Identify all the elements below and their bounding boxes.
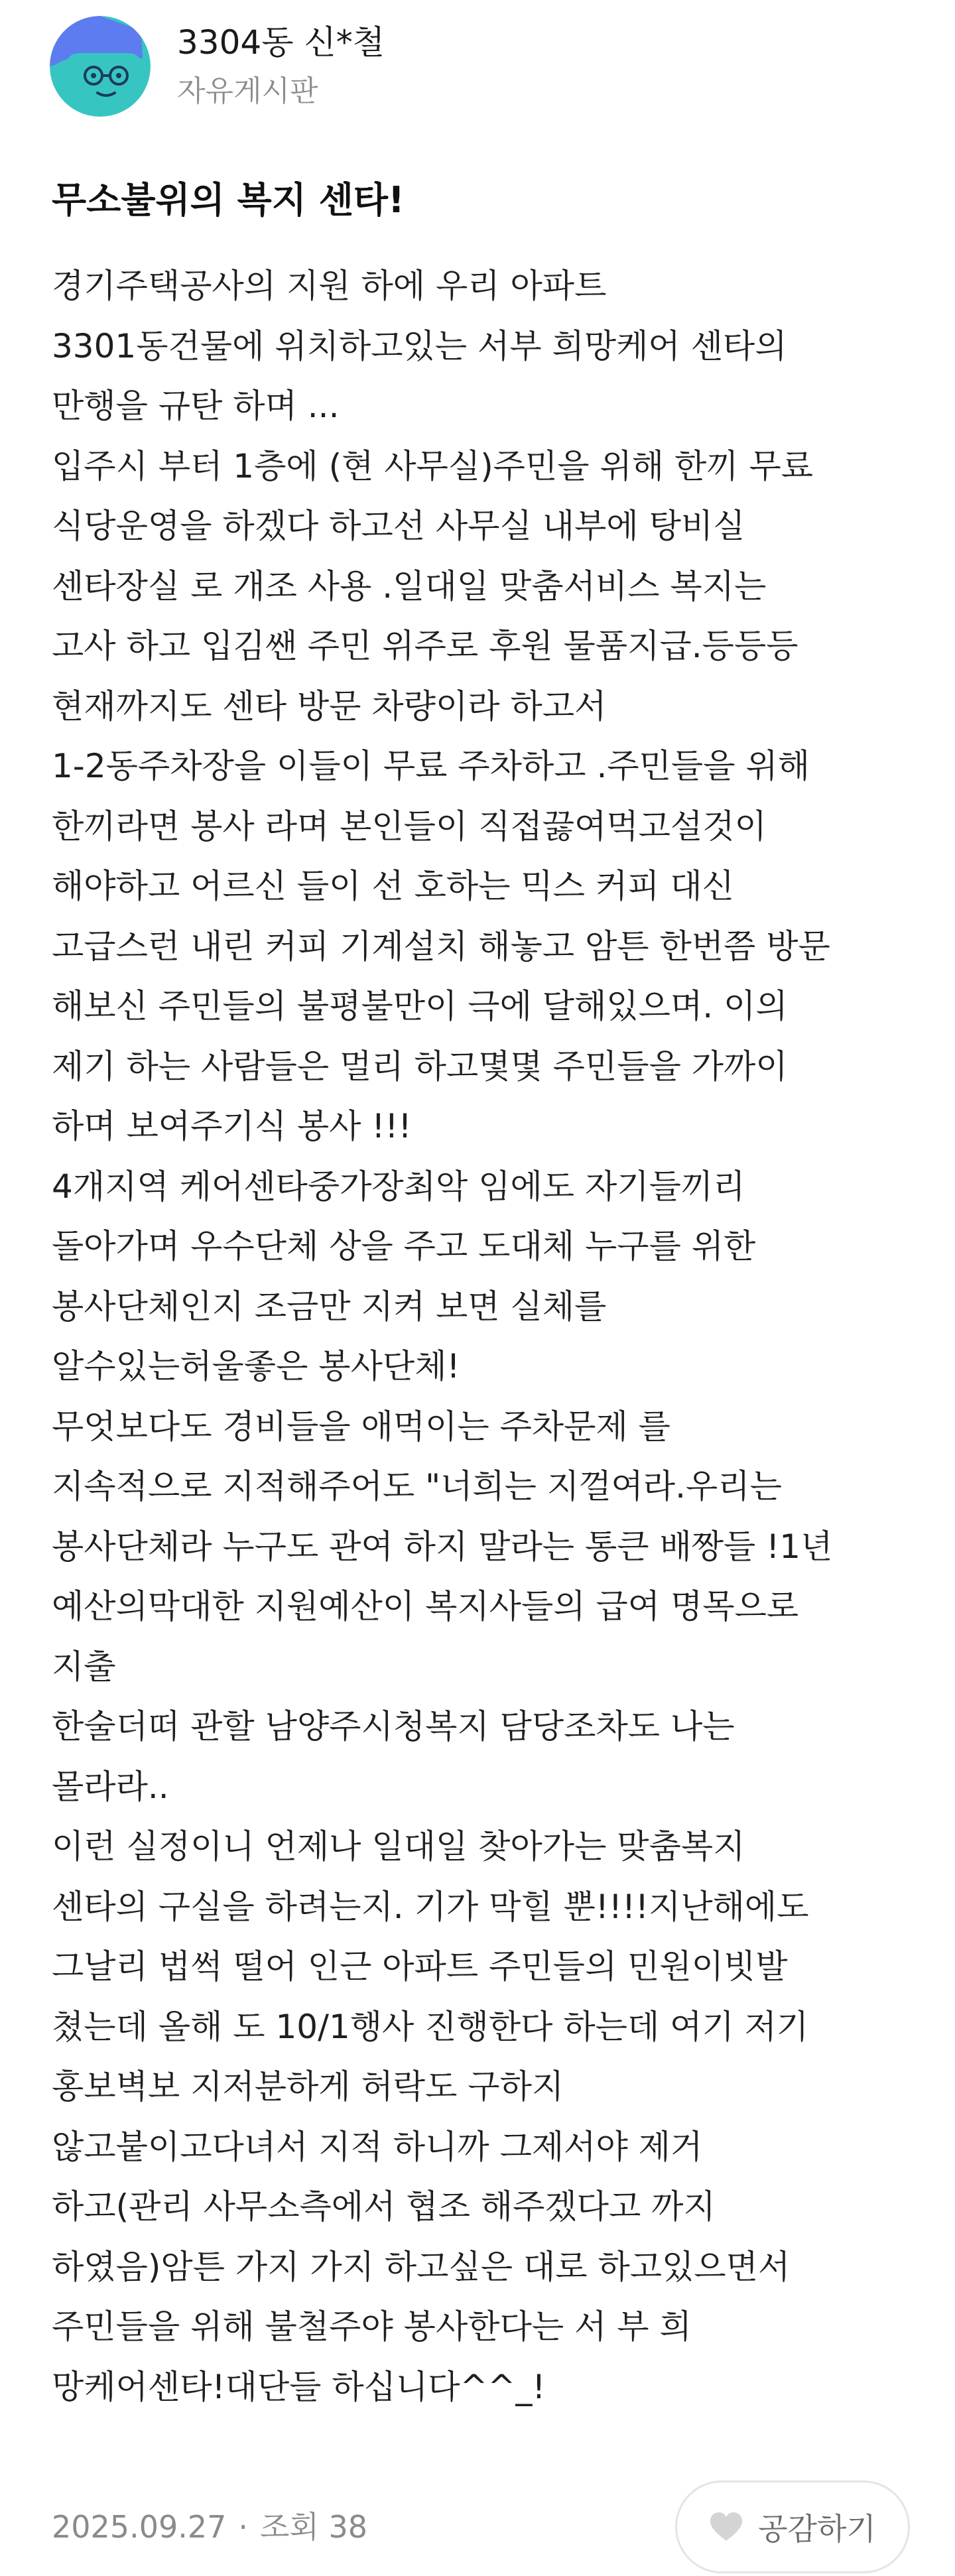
post-body-line: 무엇보다도 경비들을 애먹이는 주차문제 를 bbox=[52, 1407, 670, 1446]
author-info bbox=[177, 21, 385, 111]
post-body-line: 3301동건물에 위치하고있는 서부 희망케어 센타의 bbox=[52, 326, 787, 365]
post-body-line: 고사 하고 입김쌘 주민 위주로 후원 물품지급.등등등 bbox=[52, 627, 798, 665]
author-name[interactable]: 3304동 신*철 bbox=[177, 23, 385, 62]
post-body-line: 홍보벽보 지저분하게 허락도 구하지 bbox=[52, 2067, 564, 2106]
smiling-face-avatar-icon bbox=[50, 16, 151, 117]
post-body-line: 알수있는허울좋은 봉사단체! bbox=[52, 1347, 460, 1385]
post-body-line: 경기주택공사의 지원 하에 우리 아파트 bbox=[52, 267, 607, 305]
post-meta bbox=[52, 2500, 367, 2553]
post-body-line: 한끼라면 봉사 라며 본인들이 직접끓여먹고설것이 bbox=[52, 806, 767, 846]
post-body-line: 돌아가며 우수단체 상을 주고 도대체 누구를 위한 bbox=[52, 1227, 756, 1265]
board-name[interactable]: 자유게시판 bbox=[177, 74, 318, 108]
post-body-line: 않고붙이고다녀서 지적 하니까 그제서야 제거 bbox=[52, 2127, 703, 2166]
post-body-line: 망케어센타!대단들 하십니다^^_! bbox=[52, 2367, 546, 2406]
post-body-line: 해야하고 어르신 들이 선 호하는 믹스 커피 대신 bbox=[52, 867, 734, 905]
post-header bbox=[50, 13, 385, 119]
post-body bbox=[52, 256, 914, 2417]
post-body-line: 제기 하는 사람들은 멀리 하고몇몇 주민들을 가까이 bbox=[52, 1047, 788, 1086]
post-body-line: 현재까지도 센타 방문 차량이라 하고서 bbox=[52, 686, 607, 726]
post-body-line: 입주시 부터 1층에 (현 사무실)주민을 위해 한끼 무료 bbox=[52, 446, 814, 485]
heart-icon bbox=[709, 2512, 743, 2542]
author-avatar[interactable] bbox=[50, 16, 151, 117]
post-body-line: 쳤는데 올해 도 10/1행사 진행한다 하는데 여기 저기 bbox=[52, 2007, 809, 2046]
post-footer bbox=[0, 2480, 955, 2576]
post-body-line: 그날리 법썩 떨어 인근 아파트 주민들의 민원이빗발 bbox=[52, 1947, 788, 1986]
post-body-line: 봉사단체인지 조금만 지켜 보면 실체를 bbox=[52, 1287, 607, 1326]
view-count: 조회 38 bbox=[260, 2509, 368, 2545]
post-body-line: 하고(관리 사무소측에서 협조 해주겠다고 까지 bbox=[52, 2187, 716, 2226]
post-body-line: 지속적으로 지적해주어도 "너희는 지껄여라.우리는 bbox=[52, 1467, 782, 1506]
meta-separator: · bbox=[238, 2509, 249, 2545]
post-body-line: 하였음)암튼 가지 가지 하고싶은 대로 하고있으면서 bbox=[52, 2247, 791, 2286]
post-body-line: 예산의막대한 지원예산이 복지사들의 급여 명목으로 bbox=[52, 1587, 799, 1626]
post-body-line: 1-2동주차장을 이들이 무료 주차하고 .주민들을 위해 bbox=[52, 747, 810, 785]
like-label: 공감하기 bbox=[758, 2511, 876, 2547]
post-body-line: 해보신 주민들의 불평불만이 극에 달해있으며. 이의 bbox=[52, 987, 788, 1025]
post-body-line: 식당운영을 하겠다 하고선 사무실 내부에 탕비실 bbox=[52, 507, 745, 545]
post-title: 무소불위의 복지 센타! bbox=[52, 179, 405, 221]
post-body-line: 만행을 규탄 하며 ... bbox=[52, 387, 340, 425]
post-body-line: 하며 보여주기식 봉사 !!! bbox=[52, 1107, 412, 1145]
post-date: 2025.09.27 bbox=[52, 2509, 227, 2545]
post-body-line: 한술더떠 관할 남양주시청복지 담당조차도 나는 bbox=[52, 1707, 735, 1746]
post-body-line: 4개지역 케어센타중가장최악 임에도 자기들끼리 bbox=[52, 1167, 745, 1206]
post-body-line: 센타의 구실을 하려는지. 기가 막힐 뿐!!!!지난해에도 bbox=[52, 1887, 809, 1926]
post-body-line: 센타장실 로 개조 사용 .일대일 맞춤서비스 복지는 bbox=[52, 566, 767, 606]
post-body-line: 고급스런 내린 커피 기계설치 해놓고 암튼 한번쯤 방문 bbox=[52, 927, 830, 966]
post-body-line: 봉사단체라 누구도 관여 하지 말라는 통큰 배짱들 !1년 bbox=[52, 1527, 833, 1566]
post-body-line: 지출 bbox=[52, 1647, 116, 1686]
like-button[interactable] bbox=[675, 2480, 910, 2573]
post-body-line: 몰라라.. bbox=[52, 1767, 169, 1806]
post-body-line: 주민들을 위해 불철주야 봉사한다는 서 부 희 bbox=[52, 2307, 692, 2346]
post-body-line: 이런 실정이니 언제나 일대일 찾아가는 맞춤복지 bbox=[52, 1827, 745, 1866]
